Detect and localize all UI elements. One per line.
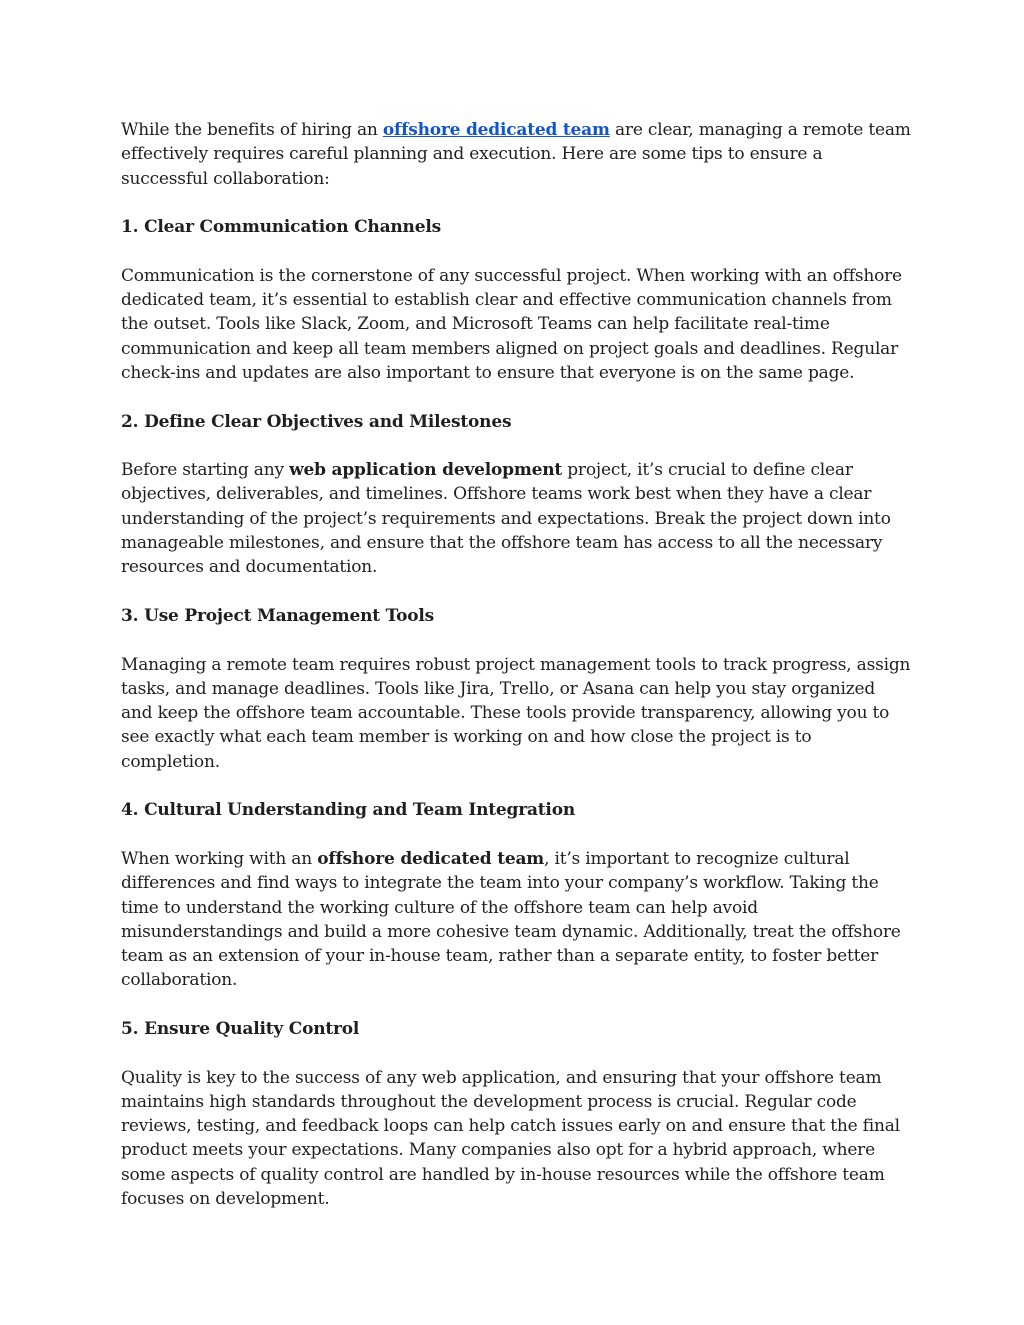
intro-text-after: are clear, managing a remote team effectively requires careful planning and execution. Here are some tips to ensure a successful collaboration:	[121, 120, 911, 189]
section-5-heading: 5. Ensure Quality Control	[121, 1018, 360, 1039]
section-2-text-before: Before starting any	[121, 460, 290, 481]
offshore-dedicated-team-link[interactable]: offshore dedicated team	[382, 120, 610, 140]
section-2-bold-keyword: web application development	[289, 460, 563, 481]
section-4-text-before: When working with an	[121, 848, 318, 869]
section-4-bold-keyword: offshore dedicated team	[317, 848, 545, 869]
section-2-text-after: project, it’s crucial to define clear objectives, deliverables, and timelines. Offshore teams work best when they have a clear understanding of the project’s requirements and expectations. Break the project down into manageable milestones, and ensure that the offshore team has access to all the necessary resources and documentation.	[121, 460, 891, 578]
section-3-body: Managing a remote team requires robust project management tools to track progress, assign tasks, and manage deadlines. Tools like Jira, Trello, or Asana can help you stay organized and keep the offshore team accountable. These tools provide transparency, allowing you to see exactly what each team member is working on and how close the project is to completion.	[121, 654, 911, 772]
intro-text-before: While the benefits of hiring an	[121, 120, 383, 140]
document-page	[121, 118, 911, 1236]
section-4-heading: 4. Cultural Understanding and Team Integration	[121, 800, 575, 821]
section-2-heading: 2. Define Clear Objectives and Milestones	[121, 411, 512, 432]
section-4-body	[121, 847, 911, 993]
section-5-body: Quality is key to the success of any web application, and ensuring that your offshore team maintains high standards throughout the development process is crucial. Regular code reviews, testing, and feedback loops can help catch issues early on and ensure that the final product meets your expectations. Many companies also opt for a hybrid approach, where some aspects of quality control are handled by in-house resources while the offshore team focuses on development.	[121, 1067, 900, 1210]
intro-paragraph	[121, 118, 911, 191]
section-4-text-after: , it’s important to recognize cultural differences and find ways to integrate the team into your company’s workflow. Taking the time to understand the working culture of the offshore team can help avoid misunderstandings and build a more cohesive team dynamic. Additionally, treat the offshore team as an extension of your in-house team, rather than a separate entity, to foster better collaboration.	[121, 848, 901, 991]
section-2-body	[121, 458, 911, 579]
section-1-heading: 1. Clear Communication Channels	[121, 217, 441, 238]
section-1-body: Communication is the cornerstone of any successful project. When working with an offshore dedicated team, it’s essential to establish clear and effective communication channels from the outset. Tools like Slack, Zoom, and Microsoft Teams can help facilitate real-time communication and keep all team members aligned on project goals and deadlines. Regular check-ins and updates are also important to ensure that everyone is on the same page.	[121, 265, 902, 383]
section-3-heading: 3. Use Project Management Tools	[121, 605, 435, 626]
